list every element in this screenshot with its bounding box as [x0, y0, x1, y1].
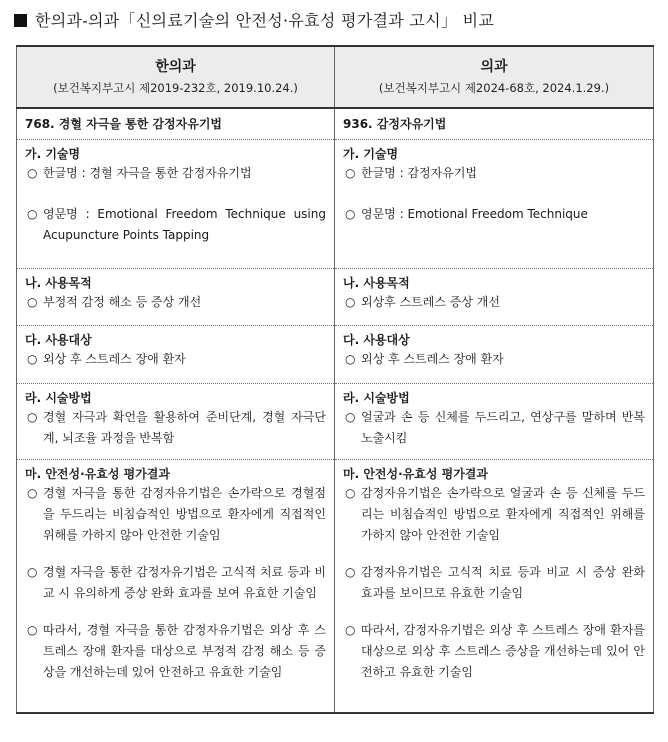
section-title: 라. 시술방법: [25, 391, 92, 405]
circle-bullet-icon: ○: [345, 295, 356, 309]
list-item: ○ 한글명 : 경혈 자극을 통한 감정자유기법: [25, 163, 326, 184]
header-left-name: 한의과: [155, 59, 196, 75]
list-item: ○ 감정자유기법은 손가락으로 얼굴과 손 등 신체를 두드리는 비침습적인 방법으로 환자에게 직접적인 위해를 가하지 않아 안전한 기술임: [343, 483, 645, 546]
circle-bullet-icon: ○: [27, 486, 38, 500]
list-item: ○ 따라서, 경혈 자극을 통한 감정자유기법은 외상 후 스트레스 장애 환자를 대상으로 부정적 감정 해소 등 증상을 개선하는데 있어 안전하고 유효한 기술임: [25, 620, 326, 683]
tech-left-cell: [17, 108, 335, 140]
table-header-row: [17, 46, 654, 108]
table-row: [17, 384, 654, 460]
circle-bullet-icon: ○: [27, 295, 38, 309]
list-item: ○ 외상후 스트레스 증상 개선: [343, 292, 645, 313]
spacer: [343, 184, 645, 204]
list-item: ○ 영문명 : Emotional Freedom Technique: [343, 204, 645, 225]
section-title: 나. 사용목적: [25, 276, 92, 290]
ra-right-cell: [335, 384, 654, 460]
section-title: 마. 안전성·유효성 평가결과: [343, 467, 488, 481]
circle-bullet-icon: ○: [27, 410, 38, 424]
list-item: ○ 외상 후 스트레스 장애 환자: [343, 349, 645, 370]
section-title: 가. 기술명: [25, 147, 81, 161]
circle-bullet-icon: ○: [345, 352, 356, 366]
list-item: ○ 경혈 자극을 통한 감정자유기법은 고식적 치료 등과 비교 시 유의하게 증상 완화 효과를 보여 유효한 기술임: [25, 562, 326, 604]
circle-bullet-icon: ○: [27, 166, 38, 180]
list-item: ○ 부정적 감정 해소 등 증상 개선: [25, 292, 326, 313]
ma-left-cell: [17, 460, 335, 714]
circle-bullet-icon: ○: [27, 207, 38, 221]
section-title: 다. 사용대상: [25, 333, 92, 347]
circle-bullet-icon: ○: [27, 623, 38, 637]
table-row: [17, 108, 654, 140]
header-left-sub: (보건복지부고시 제2019-232호, 2019.10.24.): [53, 81, 298, 95]
ra-left-cell: [17, 384, 335, 460]
header-left: [17, 46, 335, 108]
list-item: ○ 얼굴과 손 등 신체를 두드리고, 연상구를 말하며 반복 노출시킴: [343, 407, 645, 449]
header-right-name: 의과: [480, 59, 508, 75]
tech-right-name: 936. 감정자유기법: [343, 117, 447, 131]
section-title: 라. 시술방법: [343, 391, 410, 405]
section-title: 마. 안전성·유효성 평가결과: [25, 467, 170, 481]
spacer: [25, 184, 326, 204]
spacer: [343, 546, 645, 562]
ga-left-cell: [17, 140, 335, 269]
ma-right-cell: [335, 460, 654, 714]
circle-bullet-icon: ○: [345, 565, 356, 579]
list-item: ○ 한글명 : 감정자유기법: [343, 163, 645, 184]
circle-bullet-icon: ○: [345, 207, 356, 221]
circle-bullet-icon: ○: [27, 565, 38, 579]
circle-bullet-icon: ○: [345, 410, 356, 424]
section-title: 나. 사용목적: [343, 276, 410, 290]
page-title-text: 한의과-의과「신의료기술의 안전성·유효성 평가결과 고시」 비교: [35, 11, 495, 30]
section-title: 다. 사용대상: [343, 333, 410, 347]
spacer: [25, 604, 326, 620]
circle-bullet-icon: ○: [27, 352, 38, 366]
circle-bullet-icon: ○: [345, 166, 356, 180]
header-right-sub: (보건복지부고시 제2024-68호, 2024.1.29.): [378, 81, 610, 95]
list-item: ○ 감정자유기법은 고식적 치료 등과 비교 시 증상 완화 효과를 보이므로 유효한 기술임: [343, 562, 645, 604]
tech-left-name: 768. 경혈 자극을 통한 감정자유기법: [25, 117, 223, 131]
table-row: [17, 460, 654, 714]
table-row: [17, 269, 654, 326]
circle-bullet-icon: ○: [345, 486, 356, 500]
tech-right-cell: [335, 108, 654, 140]
comparison-table: [16, 45, 654, 714]
na-left-cell: [17, 269, 335, 326]
circle-bullet-icon: ○: [345, 623, 356, 637]
table-row: [17, 140, 654, 269]
section-title: 가. 기술명: [343, 147, 399, 161]
list-item: ○ 영문명 : Emotional Freedom Technique using Acupuncture Points Tapping: [25, 204, 326, 246]
ga-right-cell: [335, 140, 654, 269]
da-left-cell: [17, 326, 335, 384]
na-right-cell: [335, 269, 654, 326]
list-item: ○ 따라서, 감정자유기법은 외상 후 스트레스 장애 환자를 대상으로 외상 후 스트레스 증상을 개선하는데 있어 안전하고 유효한 기술임: [343, 620, 645, 683]
list-item: ○ 경혈 자극과 확언을 활용하여 준비단계, 경혈 자극단계, 뇌조율 과정을 반복함: [25, 407, 326, 449]
spacer: [25, 546, 326, 562]
table-row: [17, 326, 654, 384]
header-right: [335, 46, 654, 108]
spacer: [343, 604, 645, 620]
list-item: ○ 외상 후 스트레스 장애 환자: [25, 349, 326, 370]
da-right-cell: [335, 326, 654, 384]
square-bullet-icon: [14, 14, 27, 27]
page-title: [14, 8, 494, 34]
list-item: ○ 경혈 자극을 통한 감정자유기법은 손가락으로 경혈점을 두드리는 비침습적인 방법으로 환자에게 직접적인 위해를 가하지 않아 안전한 기술임: [25, 483, 326, 546]
